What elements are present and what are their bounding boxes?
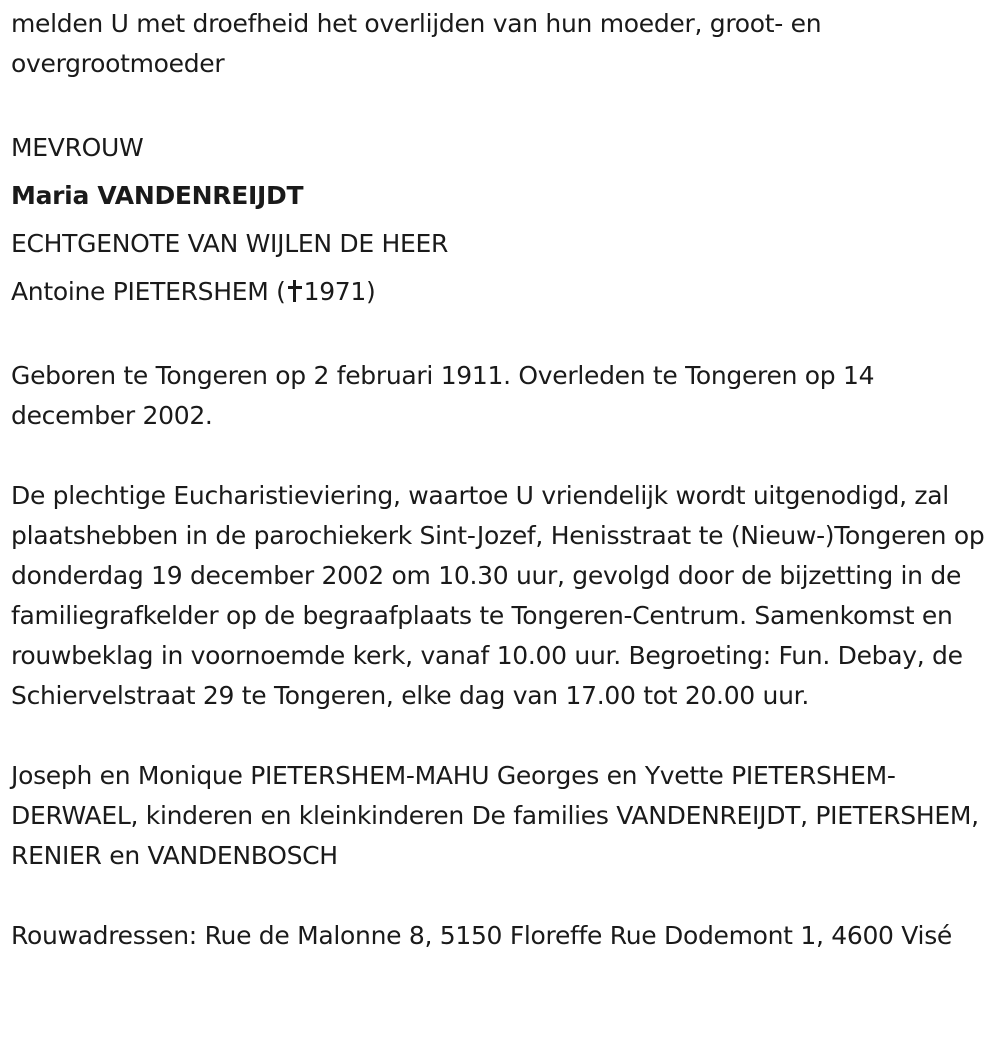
family-paragraph: Joseph en Monique PIETERSHEM-MAHU Georges en Yvette PIETERSHEM-DERWAEL, kinderen en kleinkinderen De families VANDENREIJDT, PIETERSHEM, RENIER en VANDENBOSCH bbox=[11, 761, 979, 870]
ceremony-paragraph: De plechtige Eucharistieviering, waartoe U vriendelijk wordt uitgenodigd, zal plaatshebben in de parochiekerk Sint-Jozef, Henisstraat te (Nieuw-)Tongeren op donderdag 19 december 2002 om 10.30 uur, gevolgd door de bijzetting in de familiegrafkelder op de begraafplaats te Tongeren-Centrum. Samenkomst en rouwbeklag in voornoemde kerk, vanaf 10.00 uur. Begroeting: Fun. Debay, de Schiervelstraat 29 te Tongeren, elke dag van 17.00 tot 20.00 uur. bbox=[11, 481, 985, 710]
spouse-death-year: 1971) bbox=[303, 277, 376, 306]
spacer bbox=[11, 876, 991, 916]
intro-paragraph: melden U met droefheid het overlijden van hun moeder, groot- en overgrootmoeder bbox=[11, 9, 822, 78]
cross-icon bbox=[288, 280, 302, 302]
spacer bbox=[11, 84, 991, 124]
spouse-name: Antoine PIETERSHEM ( bbox=[11, 277, 286, 306]
addresses-paragraph: Rouwadressen: Rue de Malonne 8, 5150 Floreffe Rue Dodemont 1, 4600 Visé bbox=[11, 921, 953, 950]
spacer bbox=[11, 716, 991, 756]
spouse-line bbox=[11, 268, 991, 316]
deceased-name: Maria VANDENREIJDT bbox=[11, 181, 304, 210]
birth-death-paragraph: Geboren te Tongeren op 2 februari 1911. Overleden te Tongeren op 14 december 2002. bbox=[11, 361, 875, 430]
spacer bbox=[11, 316, 991, 356]
title-line: MEVROUW bbox=[11, 133, 144, 162]
spouse-label: ECHTGENOTE VAN WIJLEN DE HEER bbox=[11, 229, 449, 258]
obituary-text bbox=[11, 4, 991, 956]
spacer bbox=[11, 436, 991, 476]
